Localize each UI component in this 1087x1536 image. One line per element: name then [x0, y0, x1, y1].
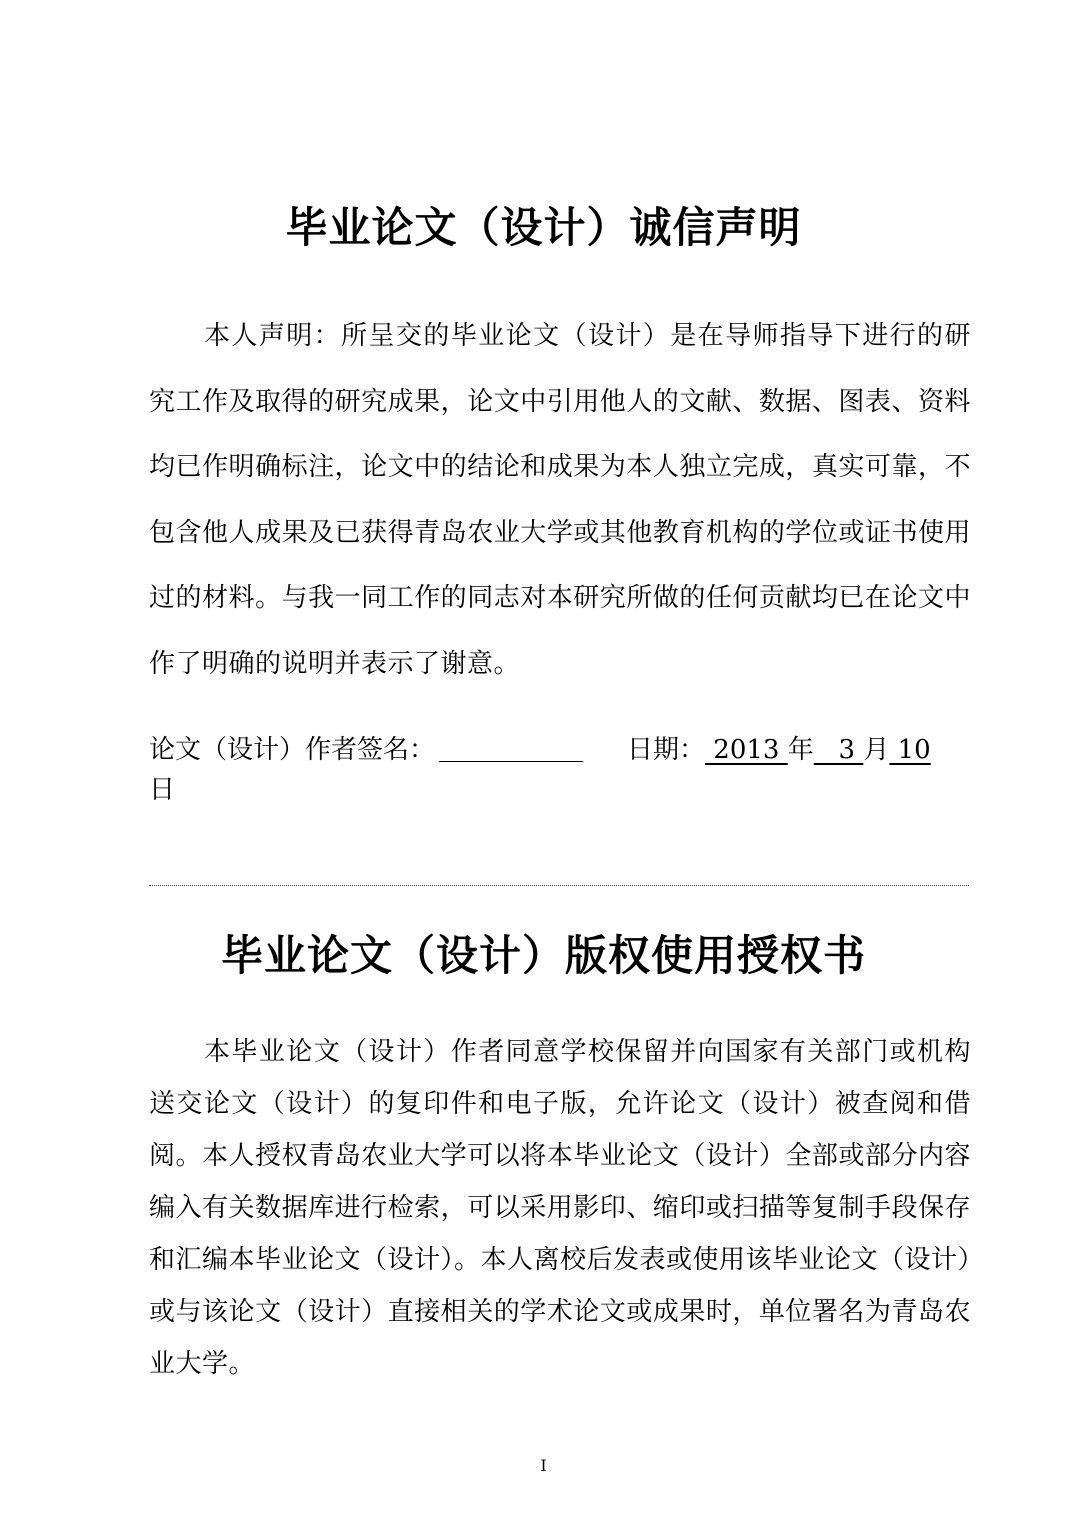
date-label: 日期： [627, 735, 706, 765]
authorization-body: 本毕业论文（设计）作者同意学校保留并向国家有关部门或机构送交论文（设计）的复印件和电子版，允许论文（设计）被查阅和借阅。本人授权青岛农业大学可以将本毕业论文（设计）全部或部分内容编入有关数据库进行检索，可以采用影印、缩印或扫描等复制手段保存和汇编本毕业论文（设计）。本人离校后发表或使用该毕业论文（设计）或与该论文（设计）直接相关的学术论文或成果时，单位署名为青岛农业大学。 [149, 1037, 972, 1379]
declaration-body: 本人声明：所呈交的毕业论文（设计）是在导师指导下进行的研究工作及取得的研究成果，论文中引用他人的文献、数据、图表、资料均已作明确标注，论文中的结论和成果为本人独立完成，真实可靠，不包含他人成果及已获得青岛农业大学或其他教育机构的学位或证书使用过的材料。与我一同工作的同志对本研究所做的任何贡献均已在论文中作了明确的说明并表示了谢意。 [149, 321, 971, 679]
page-number: I [540, 1456, 547, 1475]
signature-blank [439, 731, 583, 762]
year-unit: 年 [787, 735, 814, 765]
date-year: 2013 [705, 735, 788, 765]
date-day: 10 [889, 735, 931, 765]
month-unit: 月 [863, 735, 890, 765]
authorization-title: 毕业论文（设计）版权使用授权书 [220, 931, 866, 980]
date-month: 3 [813, 735, 864, 765]
declaration-title: 毕业论文（设计）诚信声明 [285, 203, 802, 252]
signature-label: 论文（设计）作者签名： [149, 735, 436, 765]
day-unit: 日 [149, 775, 176, 805]
signature-date-line [149, 728, 1009, 772]
section-divider [149, 885, 969, 886]
